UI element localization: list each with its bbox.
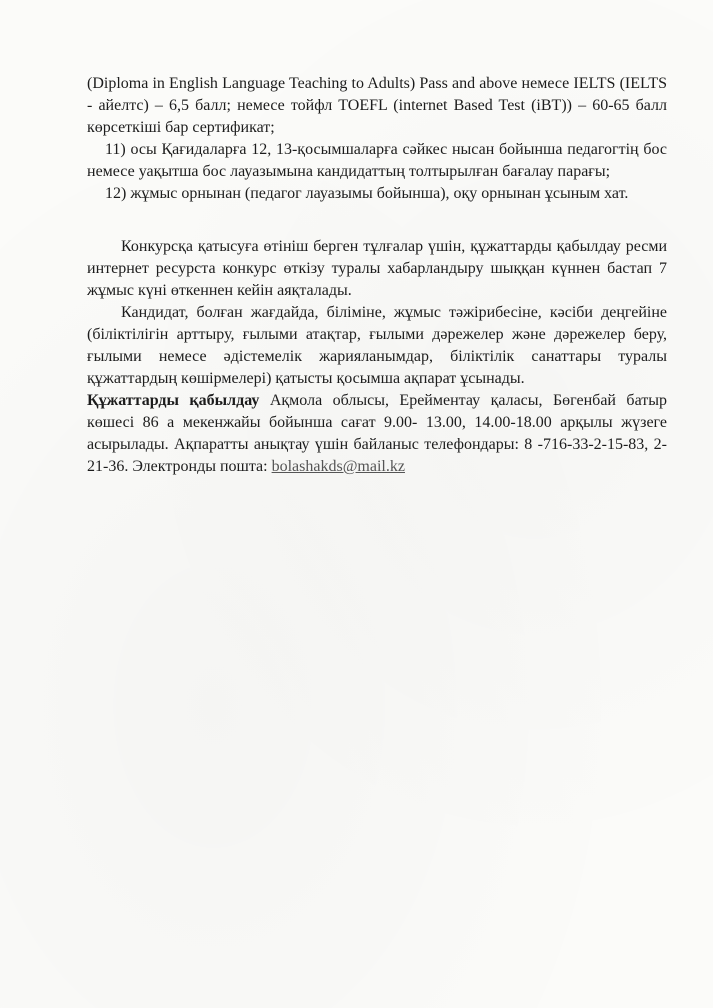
reception-paragraph — [87, 390, 667, 478]
reception-text: Ақмола облысы, Ерейментау қаласы, Бөгенбай батыр көшесі 86 а мекенжайы бойынша сағат 9.00- 13.00, 14.00-18.00 арқылы жүзеге асырылады. Ақпаратты анықтау үшін байланыс телефондары: 8 -716-33-2-15-83, 2-21-36. Электронды пошта: — [87, 392, 668, 475]
list-item-12: 12) жұмыс орнынан (педагог лауазымы бойынша), оқу орнынан ұсыным хат. — [105, 185, 629, 202]
email-link[interactable]: bolashakds@mail.kz — [271, 458, 405, 475]
requirements-list — [87, 73, 667, 205]
list-item-11: 11) осы Қағидаларға 12, 13-қосымшаларға сәйкес нысан бойынша педагогтің бос немесе уақытша бос лауазымына кандидаттың толтырылған бағалау парағы; — [87, 141, 667, 180]
application-info — [87, 236, 667, 478]
deadline-paragraph: Конкурсқа қатысуға өтініш берген тұлғалар үшін, құжаттарды қабылдау ресми интернет ресурста конкурс өткізу туралы хабарландыру шыққан күннен бастап 7 жұмыс күні өткеннен кейін аяқталады. — [87, 238, 667, 299]
reception-heading: Құжаттарды қабылдау — [87, 392, 260, 409]
certificate-paragraph: (Diploma in English Language Teaching to Adults) Pass and above немесе IELTS (IELTS - айелтс) – 6,5 балл; немесе тойфл TOEFL (internet Based Test (iBT)) – 60-65 балл көрсеткіші бар сертификат; — [87, 75, 667, 136]
additional-info-paragraph: Кандидат, болған жағдайда, біліміне, жұмыс тәжірибесіне, кәсіби деңгейіне (біліктілігін арттыру, ғылыми атақтар, ғылыми дәрежелер және дәрежелер беру, ғылыми немесе әдістемелік жарияланымдар, біліктілік санаттары туралы құжаттардың көшірмелері) қатысты қосымша ақпарат ұсынады. — [87, 304, 667, 387]
